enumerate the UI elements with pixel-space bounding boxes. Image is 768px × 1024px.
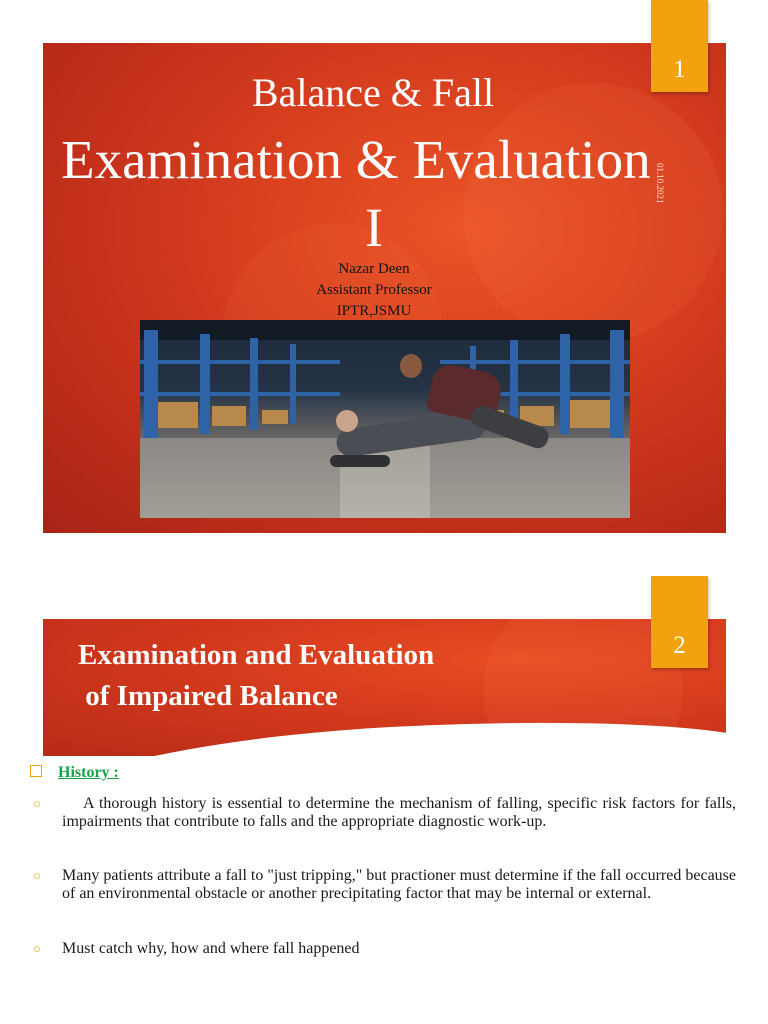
slide-1-date-stamp: 01.10.2021 bbox=[655, 163, 665, 204]
checkbox-square-icon bbox=[30, 765, 42, 777]
history-heading bbox=[30, 764, 119, 782]
slide-1 bbox=[43, 43, 726, 533]
list-item bbox=[30, 795, 741, 831]
circle-bullet-icon: ○ bbox=[33, 868, 41, 883]
slide-1-title-line-2: Examination & Evaluation bbox=[61, 129, 651, 190]
circle-bullet-icon: ○ bbox=[33, 941, 41, 956]
slide-1-author-block bbox=[43, 259, 705, 322]
list-item bbox=[30, 867, 736, 903]
author-institution: IPTR,JSMU bbox=[336, 303, 412, 319]
bullet-text: Many patients attribute a fall to "just tripping," but practioner must determine if the fall occurred because of an environmental obstacle or another precipitating factor that may be internal or external. bbox=[62, 867, 736, 902]
author-position: Assistant Professor bbox=[316, 282, 432, 298]
slide-2-title-line-1: Examination and Evaluation bbox=[78, 639, 435, 671]
list-item bbox=[30, 940, 736, 958]
circle-bullet-icon: ○ bbox=[33, 796, 41, 811]
slide-2-number-tab: 2 bbox=[651, 576, 708, 668]
slide-2-header bbox=[43, 619, 726, 756]
history-label: History : bbox=[58, 764, 119, 781]
slide-2-title bbox=[78, 635, 434, 717]
bullet-text: A thorough history is essential to determine the mechanism of falling, specific risk factors for falls, impairments that contribute to falls and the appropriate diagnostic work-up. bbox=[62, 795, 741, 830]
author-name: Nazar Deen bbox=[338, 261, 410, 277]
bullet-text: Must catch why, how and where fall happened bbox=[62, 940, 360, 957]
slide-1-title-line-1: Balance & Fall bbox=[251, 70, 495, 115]
slide-2-title-line-2: of Impaired Balance bbox=[78, 680, 338, 712]
slide-1-title-line-3: I bbox=[364, 197, 384, 258]
warehouse-fall-photo bbox=[140, 320, 630, 518]
slide-1-number-tab: 1 bbox=[651, 0, 708, 92]
